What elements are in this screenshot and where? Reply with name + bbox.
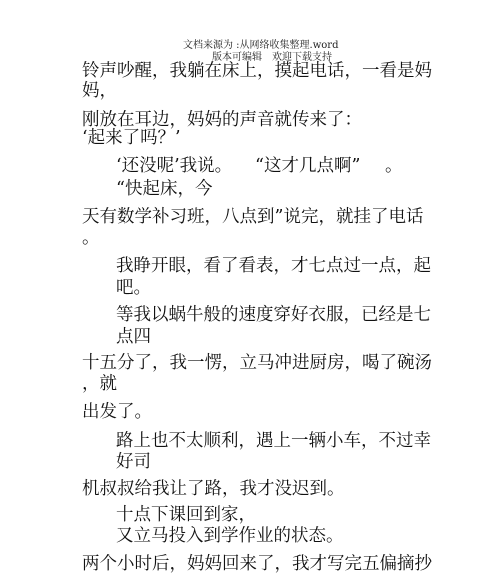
text-line: “这才几点啊”	[255, 156, 361, 176]
text-line: 路上也不太顺利，遇上一辆小车，不过幸	[116, 431, 431, 451]
text-line: 。	[385, 156, 403, 176]
header-source-note: 文档来源为 :从网络收集整理.word	[183, 40, 339, 51]
text-line: 吧。	[116, 278, 151, 298]
text-line: 我睁开眼，看了看表，才七点过一点，起	[116, 256, 431, 276]
text-line: 刚放在耳边，妈妈的声音就传来了：	[82, 110, 362, 130]
text-line: ‘起来了吗？’	[82, 128, 181, 148]
text-line: 点四	[116, 327, 151, 347]
header-download-note: 欢迎下载支持	[272, 52, 332, 63]
header-edit-note: 版本可编辑	[212, 52, 262, 63]
text-line: 天有数学补习班，八点到”说完，就挂了电话	[82, 207, 424, 227]
text-line: 又立马投入到学作业的状态。	[116, 526, 344, 546]
text-line: 机叔叔给我让了路，我才没迟到。	[82, 479, 345, 499]
text-line: 铃声吵醒，我躺在床上，摸起电话，一看是妈	[82, 61, 432, 81]
text-line: 妈，	[82, 81, 117, 101]
text-line: 等我以蜗牛般的速度穿好衣服，已经是七	[116, 305, 431, 325]
text-line: 。	[82, 228, 100, 248]
text-line: ，就	[82, 374, 117, 394]
text-line: 两个小时后，妈妈回来了，我才写完五偏摘抄	[82, 554, 432, 574]
text-line: 好司	[116, 452, 151, 472]
text-line: 十五分了，我一愣，立马冲进厨房，喝了碗汤	[82, 353, 432, 373]
text-line: 十点下课回到家，	[116, 505, 256, 525]
text-line: “快起床，今	[116, 179, 213, 199]
text-line: ‘还没呢’我说。	[116, 156, 233, 176]
text-line: 出发了。	[82, 402, 152, 422]
